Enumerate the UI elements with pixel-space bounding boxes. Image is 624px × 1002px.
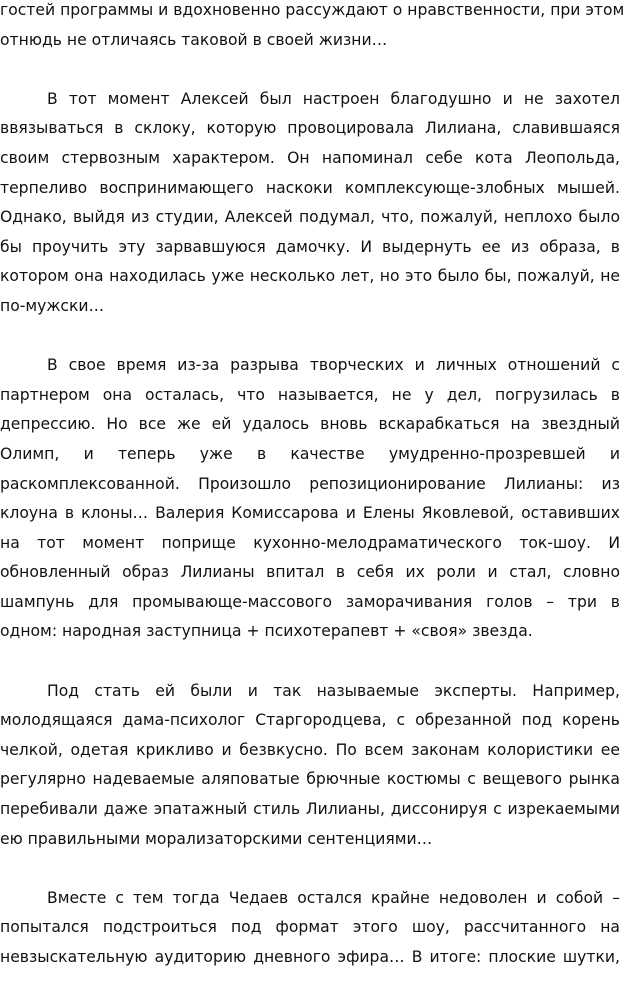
text-line: В тот момент Алексей был настроен благодушно и не захотел xyxy=(47,89,620,108)
text-line: Под стать ей были и так называемые эксперты. Например, xyxy=(47,681,620,700)
text-line: молодящаяся дама-психолог Старгородцева, с обрезанной под корень xyxy=(0,711,620,730)
text-line: партнером она осталась, что называется, не у дел, погрузилась в xyxy=(0,385,620,404)
text-line: Вместе с тем тогда Чедаев остался крайне недоволен и собой – xyxy=(47,888,620,907)
text-line: регулярно надеваемые аляповатые брючные костюмы с вещевого рынка xyxy=(0,770,620,789)
text-line: челкой, одетая крикливо и безвкусно. По всем законам колористики ее xyxy=(0,740,620,759)
text-line: котором она находилась уже несколько лет, но это было бы, пожалуй, не xyxy=(0,267,620,286)
text-line: Однако, выйдя из студии, Алексей подумал, что, пожалуй, неплохо было xyxy=(0,208,620,227)
text-line: раскомплексованной. Произошло репозиционирование Лилианы: из xyxy=(0,474,620,493)
text-line: гостей программы и вдохновенно рассуждают о нравственности, при этом xyxy=(0,1,624,19)
text-line: клоуна в клоны… Валерия Комиссарова и Елены Яковлевой, оставивших xyxy=(0,504,620,523)
text-line: депрессию. Но все же ей удалось вновь вскарабкаться на звездный xyxy=(0,415,620,434)
paragraph xyxy=(0,677,620,855)
paragraph xyxy=(0,85,620,322)
paragraph xyxy=(0,0,624,55)
text-line: шампунь для промывающе-массового заморачивания голов – три в xyxy=(0,592,620,611)
text-line: отнюдь не отличаясь таковой в своей жизни… xyxy=(0,30,388,49)
paragraph xyxy=(0,884,620,973)
text-line: бы проучить эту зарвавшуюся дамочку. И выдернуть ее из образа, в xyxy=(0,237,620,256)
text-line: перебивали даже эпатажный стиль Лилианы, диссонируя с изрекаемыми xyxy=(0,800,620,819)
text-line: на тот момент поприще кухонно-мелодраматического ток-шоу. И xyxy=(0,533,620,552)
text-line: В свое время из-за разрыва творческих и личных отношений с xyxy=(47,356,620,375)
text-line: одном: народная заступница + психотерапевт + «своя» звезда. xyxy=(0,622,533,641)
text-line: ею правильными морализаторскими сентенциями… xyxy=(0,829,433,848)
text-line: терпеливо воспринимающего наскоки комплексующе-злобных мышей. xyxy=(0,178,620,197)
text-line: своим стервозным характером. Он напоминал себе кота Леопольда, xyxy=(0,148,620,167)
text-line: обновленный образ Лилианы впитал в себя их роли и стал, словно xyxy=(0,563,620,582)
paragraph xyxy=(0,351,620,647)
text-line: Олимп, и теперь уже в качестве умудренно-прозревшей и xyxy=(0,444,620,463)
text-line: по-мужски… xyxy=(0,296,105,315)
text-line: попытался подстроиться под формат этого шоу, рассчитанного на xyxy=(0,918,620,937)
text-line: невзыскательную аудиторию дневного эфира… В итоге: плоские шутки, xyxy=(0,948,620,966)
text-line: ввязываться в склоку, которую провоцировала Лилиана, славившаяся xyxy=(0,119,620,138)
